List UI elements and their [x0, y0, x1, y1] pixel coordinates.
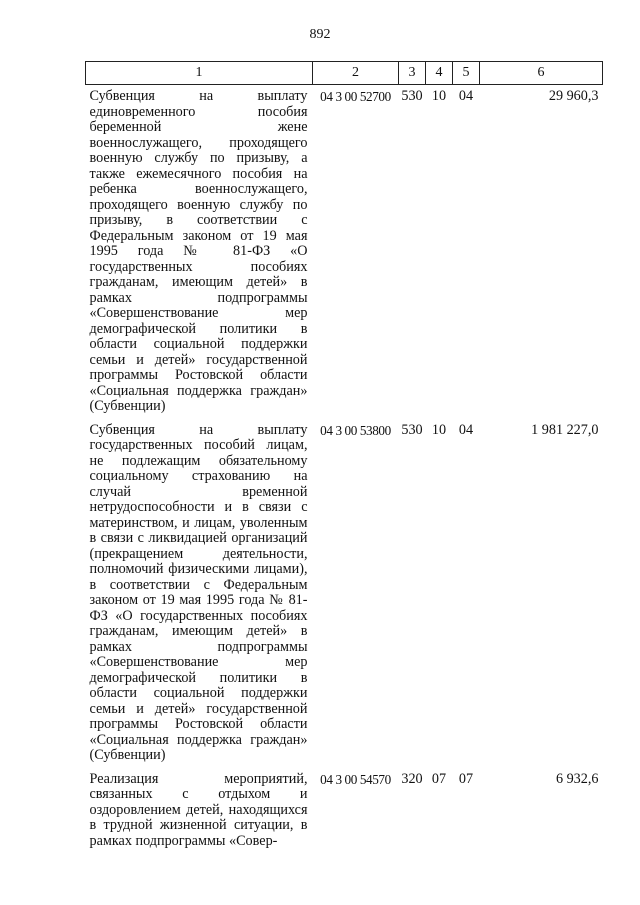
row-subsection: 04: [458, 421, 474, 438]
row-expense-type: 320: [401, 770, 423, 787]
row-description: Субвенция на выплату государственных пособий лицам, не подлежащим обязательному социальному страхованию на случай временной нетрудоспособности и в связи с материнством, и лицам, уволенным в связи с ликвидацией организаций (прекращением деятельности, полномочий физическими лицами), в соответствии с Федеральным законом от 19 мая 1995 года № 81-ФЗ «О государственных пособиях гражданам, имеющим детей» в рамках подпрограммы «Совершенствование мер демографической политики в области социальной поддержки семьи и детей» государственной программы Ростовской области «Социальная поддержка граждан» (Субвенции): [89, 421, 308, 763]
table-row: [86, 85, 603, 419]
header-col-6: 6: [480, 62, 603, 85]
row-subsection: 04: [458, 88, 474, 104]
page-number: 892: [309, 27, 331, 42]
row-description: Субвенция на выплату единовременного пособия беременной жене военнослужащего, проходящего военную службу по призыву, а также ежемесячного пособия на ребенка военнослужащего, проходящего военную службу по призыву, в соответствии с Федеральным законом от 19 мая 1995 года № 81-ФЗ «О государственных пособиях гражданам, имеющим детей» в рамках подпрограммы «Совершенствование мер демографической политики в области социальной поддержки семьи и детей» государственной программы Ростовской области «Социальная поддержка граждан» (Субвенции): [89, 88, 308, 414]
table-body: [86, 85, 603, 854]
row-target-code: 04 3 00 54570: [320, 771, 391, 787]
table-row: [86, 768, 603, 854]
header-col-4: 4: [426, 62, 453, 85]
header-col-1: 1: [86, 62, 313, 85]
budget-table: [85, 61, 603, 853]
row-section: 07: [431, 770, 447, 787]
row-section: 10: [431, 421, 447, 438]
row-amount: 6 932,6: [555, 770, 599, 787]
header-col-3: 3: [399, 62, 426, 85]
row-section: 10: [431, 88, 447, 104]
row-expense-type: 530: [401, 88, 423, 104]
row-amount: 1 981 227,0: [531, 421, 599, 438]
table-row: [86, 419, 603, 768]
row-expense-type: 530: [401, 421, 423, 438]
header-col-5: 5: [453, 62, 480, 85]
table-header: [86, 62, 603, 85]
header-row: [86, 62, 603, 85]
row-subsection: 07: [458, 770, 474, 787]
header-col-2: 2: [313, 62, 399, 85]
row-target-code: 04 3 00 52700: [320, 89, 391, 104]
row-description: Реализация мероприятий, связанных с отдыхом и оздоровлением детей, находящихся в трудной жизненной ситуации, в рамках подпрограммы «Совер-: [89, 770, 308, 849]
row-amount: 29 960,3: [548, 88, 599, 104]
row-target-code: 04 3 00 53800: [320, 422, 391, 438]
